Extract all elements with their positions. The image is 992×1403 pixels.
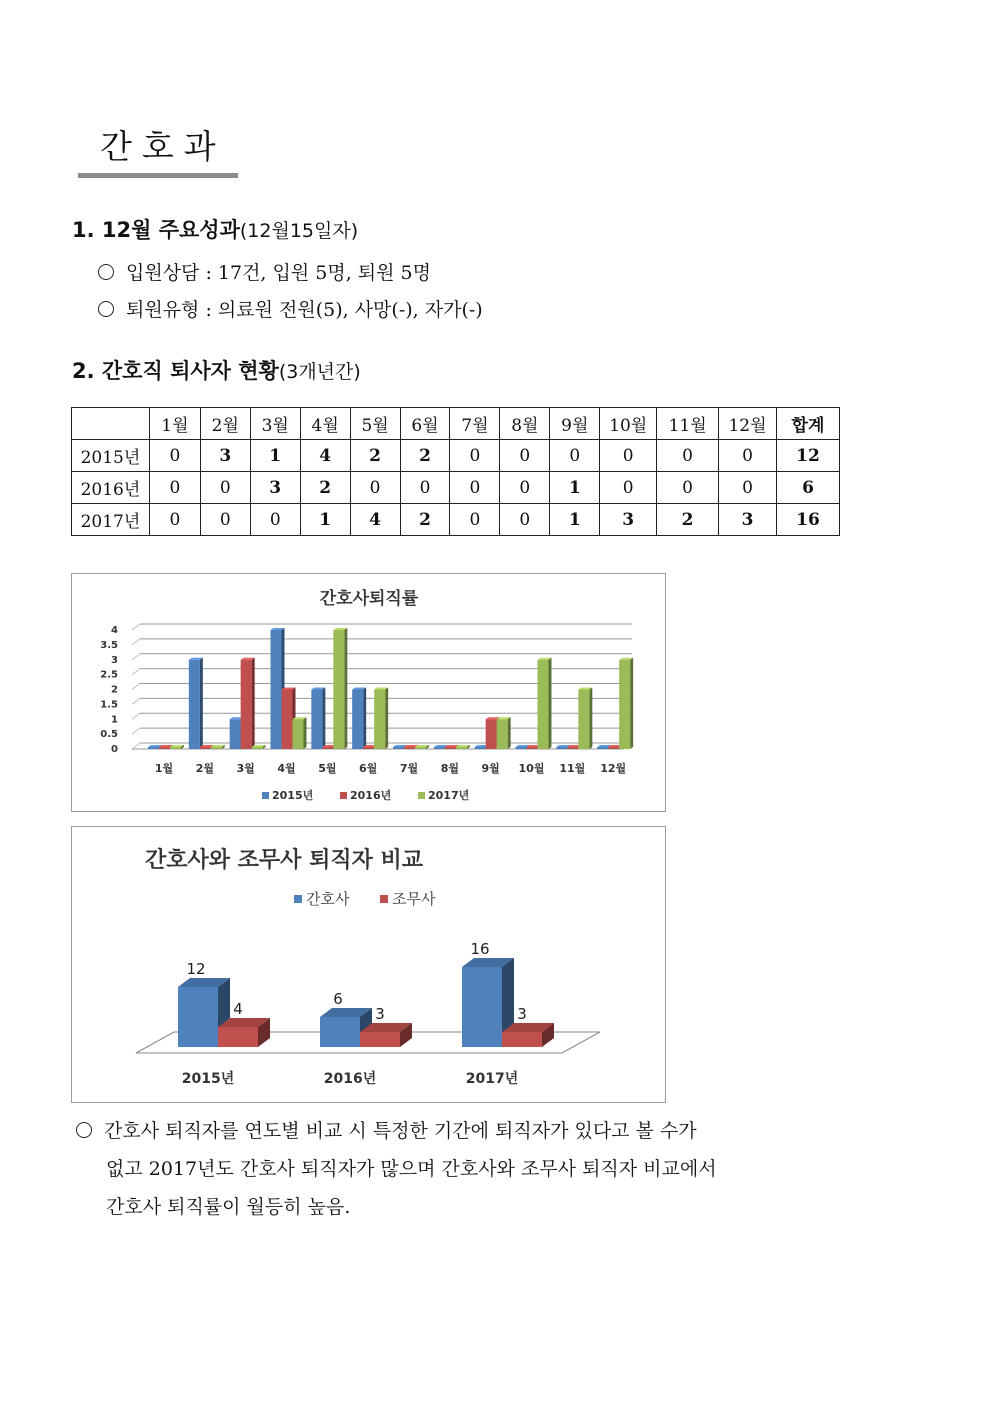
y-tick-label: 1: [111, 714, 118, 726]
section2-subheading: (3개년간): [278, 361, 361, 383]
table-cell: 0: [149, 504, 200, 536]
gridline-depth: [132, 669, 140, 675]
table-cell: 2: [657, 504, 719, 536]
bar-side: [549, 658, 552, 749]
bar-face: [311, 690, 322, 750]
bar-face: [252, 747, 263, 749]
x-tick-label: 5월: [318, 762, 337, 775]
bullet-text: 퇴원유형 : 의료원 전원(5), 사망(-), 자가(-): [126, 299, 483, 321]
table-row-label: 2017년: [72, 504, 150, 536]
summary-paragraph: [76, 1112, 876, 1226]
bar-face: [200, 747, 211, 749]
gridline-depth: [132, 639, 140, 645]
table-header-row: [72, 408, 840, 440]
bar: [311, 688, 325, 750]
y-tick-label: 4: [111, 625, 118, 636]
bar-face: [271, 630, 282, 749]
table-row: [72, 440, 840, 472]
bar-face: [415, 747, 426, 749]
bar-face: [434, 747, 445, 749]
table-cell: 0: [450, 504, 500, 536]
table-cell: 0: [500, 440, 550, 472]
x-tick-label: 2월: [195, 762, 214, 775]
circle-bullet-icon: [98, 301, 114, 317]
legend-label: 2016년: [350, 789, 392, 802]
table-cell: 4: [350, 504, 400, 536]
data-label: 6: [333, 990, 343, 1008]
table-cell: 2: [300, 472, 350, 504]
bar-side: [252, 658, 255, 749]
table-cell: 0: [450, 472, 500, 504]
table-cell: 0: [400, 472, 450, 504]
table-cell: 0: [600, 440, 657, 472]
legend-label: 2015년: [272, 789, 314, 802]
table-cell: 0: [657, 472, 719, 504]
section1-heading-line: [72, 214, 358, 244]
table-header-cell: 11월: [657, 408, 719, 440]
bar-side: [589, 688, 592, 750]
table-cell: 0: [719, 472, 777, 504]
bar-side: [344, 628, 347, 749]
section2-heading-line: [72, 355, 361, 385]
title-underline: [78, 173, 238, 178]
bar: [538, 658, 552, 749]
section1-bullet-2: [98, 295, 483, 322]
chart-y-ticks: [100, 625, 118, 755]
bar-face: [516, 747, 527, 749]
circle-bullet-icon: [76, 1122, 92, 1138]
bar-side: [508, 717, 511, 749]
bar-face: [462, 967, 502, 1047]
table-cell: 2: [350, 440, 400, 472]
table-cell: 2: [400, 440, 450, 472]
data-label: 3: [375, 1005, 385, 1023]
bar-face: [445, 747, 456, 749]
bar: [352, 688, 366, 750]
bar-face: [608, 747, 619, 749]
bullet-text: 입원상담 : 17건, 입원 5명, 퇴원 5명: [126, 262, 431, 284]
y-tick-label: 3: [111, 654, 118, 666]
summary-line-3: 간호사 퇴직률이 월등히 높음.: [106, 1196, 351, 1218]
table-header-cell: 7월: [450, 408, 500, 440]
bar-face: [619, 660, 630, 749]
bar-face: [497, 719, 508, 749]
bar-face: [374, 690, 385, 750]
table-cell: 1: [250, 440, 300, 472]
table-cell: 1: [300, 504, 350, 536]
resignation-table: [71, 407, 840, 536]
bar-face: [597, 747, 608, 749]
x-tick-label: 11월: [559, 762, 586, 775]
chart-title: 간호사와 조무사 퇴직자 비교: [144, 848, 424, 873]
table-cell: 1: [550, 504, 600, 536]
section2-heading: 2. 간호직 퇴사자 현황: [72, 359, 279, 383]
bar-side: [630, 658, 633, 749]
bar-face: [170, 747, 181, 749]
bar: [578, 688, 592, 750]
table-cell: 0: [149, 440, 200, 472]
bar: [241, 658, 255, 749]
table-cell: 0: [200, 504, 250, 536]
bar-face: [363, 747, 374, 749]
table-cell: 0: [657, 440, 719, 472]
circle-bullet-icon: [98, 264, 114, 280]
bar-face: [218, 1027, 258, 1047]
y-tick-label: 1.5: [100, 699, 118, 711]
chart-bars: [178, 940, 554, 1047]
bar-face: [393, 747, 404, 749]
bar-face: [456, 747, 467, 749]
bar-face: [360, 1032, 400, 1047]
bar-side: [363, 688, 366, 750]
x-tick-label: 6월: [359, 762, 378, 775]
table-header-cell: 3월: [250, 408, 300, 440]
legend-swatch: [294, 895, 302, 903]
bar-face: [282, 690, 293, 750]
x-tick-label: 12월: [600, 762, 627, 775]
table-total-cell: 12: [776, 440, 839, 472]
page-title: 간호과: [100, 127, 226, 166]
table-cell: 3: [719, 504, 777, 536]
gridline-depth: [132, 654, 140, 660]
x-tick-label: 2015년: [181, 1071, 235, 1087]
page-title-block: [78, 125, 238, 178]
table-cell: 0: [500, 472, 550, 504]
data-label: 12: [186, 960, 206, 978]
y-tick-label: 0.5: [100, 729, 118, 741]
gridline-depth: [132, 624, 140, 630]
table-cell: 3: [250, 472, 300, 504]
table-cell: 2: [400, 504, 450, 536]
table-header-cell: 2월: [200, 408, 250, 440]
bar-face: [189, 660, 200, 749]
bar: [293, 717, 307, 749]
bar: [189, 658, 203, 749]
table-row-label: 2016년: [72, 472, 150, 504]
legend-swatch: [340, 792, 347, 799]
summary-line-1: [76, 1112, 876, 1150]
bar: [374, 688, 388, 750]
chart-monthly-svg: [72, 574, 665, 811]
table-header-cell: [72, 408, 150, 440]
table-cell: 0: [149, 472, 200, 504]
bar-face: [178, 987, 218, 1047]
table-cell: 0: [719, 440, 777, 472]
bar-face: [556, 747, 567, 749]
y-tick-label: 0: [111, 744, 118, 755]
bar-face: [333, 630, 344, 749]
y-tick-label: 2.5: [100, 669, 118, 681]
gridline-depth: [132, 743, 140, 749]
bar-face: [538, 660, 549, 749]
bar-face: [352, 690, 363, 750]
bar: [497, 717, 511, 749]
table-cell: 0: [450, 440, 500, 472]
bar-face: [320, 1017, 360, 1047]
legend-label: 조무사: [392, 890, 436, 908]
table-cell: 0: [250, 504, 300, 536]
bar-face: [293, 719, 304, 749]
bar-side: [304, 717, 307, 749]
bar-face: [211, 747, 222, 749]
chart-x-ticks: [182, 1070, 519, 1087]
table-header-cell: 12월: [719, 408, 777, 440]
x-tick-label: 7월: [399, 762, 419, 775]
bar: [333, 628, 347, 749]
chart-title: 간호사퇴직률: [319, 589, 419, 609]
x-tick-label: 2017년: [465, 1071, 519, 1087]
bar: [619, 658, 633, 749]
chart-x-ticks: [155, 761, 626, 775]
legend-label: 2017년: [428, 789, 470, 802]
table-header-cell: 6월: [400, 408, 450, 440]
table-header-cell: 5월: [350, 408, 400, 440]
table-cell: 0: [550, 440, 600, 472]
table-header-cell: 4월: [300, 408, 350, 440]
table-row: [72, 472, 840, 504]
section1-heading: 1. 12월 주요성과: [72, 218, 240, 242]
x-tick-label: 2016년: [323, 1071, 377, 1087]
table-header-cell: 1월: [149, 408, 200, 440]
chart-bars: [148, 628, 633, 749]
legend-swatch: [380, 895, 388, 903]
x-tick-label: 9월: [481, 762, 500, 775]
legend-swatch: [262, 792, 269, 799]
section1-subheading: (12월15일자): [239, 220, 359, 242]
data-label: 16: [470, 940, 490, 958]
x-tick-label: 8월: [440, 762, 459, 775]
x-tick-label: 4월: [277, 762, 296, 775]
bar-face: [486, 719, 497, 749]
chart-legend: [294, 890, 436, 908]
y-tick-label: 3.5: [100, 639, 118, 651]
legend-swatch: [418, 792, 425, 799]
bar-face: [578, 690, 589, 750]
bar-side: [385, 688, 388, 750]
table-header-cell: 10월: [600, 408, 657, 440]
gridline-depth: [132, 728, 140, 734]
summary-line-2: 없고 2017년도 간호사 퇴직자가 많으며 간호사와 조무사 퇴직자 비교에서: [106, 1158, 717, 1180]
table-cell: 3: [600, 504, 657, 536]
table-cell: 4: [300, 440, 350, 472]
table-cell: 0: [600, 472, 657, 504]
section1-bullet-1: [98, 258, 431, 285]
table-header-total: 합계: [776, 408, 839, 440]
bar-face: [148, 747, 159, 749]
table-cell: 0: [200, 472, 250, 504]
legend-label: 간호사: [306, 890, 350, 908]
chart-legend: [262, 788, 469, 802]
chart-comparison-svg: [72, 827, 665, 1102]
table-total-cell: 6: [776, 472, 839, 504]
data-label: 3: [517, 1005, 527, 1023]
x-tick-label: 1월: [154, 762, 174, 775]
table-cell: 0: [350, 472, 400, 504]
y-tick-label: 2: [111, 684, 118, 696]
summary-text: 간호사 퇴직자를 연도별 비교 시 특정한 기간에 퇴직자가 있다고 볼 수가: [104, 1120, 697, 1142]
bar-face: [322, 747, 333, 749]
bar-face: [502, 1032, 542, 1047]
bar-face: [230, 719, 241, 749]
table-cell: 1: [550, 472, 600, 504]
gridline-depth: [132, 698, 140, 704]
bar-side: [200, 658, 203, 749]
bar-face: [527, 747, 538, 749]
x-tick-label: 3월: [236, 762, 255, 775]
bar-face: [475, 747, 486, 749]
table-header-cell: 8월: [500, 408, 550, 440]
table-header-cell: 9월: [550, 408, 600, 440]
bar-face: [159, 747, 170, 749]
gridline-depth: [132, 713, 140, 719]
table-cell: 0: [500, 504, 550, 536]
x-tick-label: 10월: [518, 762, 545, 775]
table-row-label: 2015년: [72, 440, 150, 472]
bar-face: [241, 660, 252, 749]
bar-face: [404, 747, 415, 749]
table-total-cell: 16: [776, 504, 839, 536]
table-row: [72, 504, 840, 536]
data-label: 4: [233, 1000, 243, 1018]
table-cell: 3: [200, 440, 250, 472]
bar-side: [322, 688, 325, 750]
gridline-depth: [132, 684, 140, 690]
bar-face: [567, 747, 578, 749]
chart-nurse-vs-assistant: [71, 826, 666, 1103]
chart-monthly-resignation: [71, 573, 666, 812]
